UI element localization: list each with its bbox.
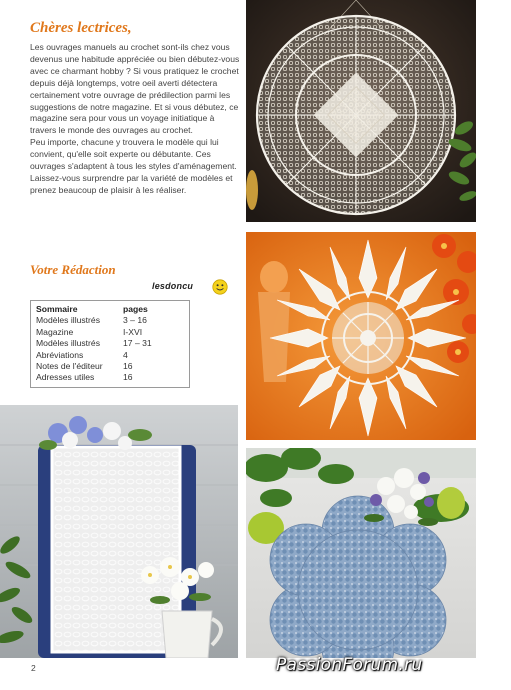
smiley-face-icon [212, 279, 228, 295]
table-of-contents [30, 300, 190, 388]
intro-paragraph: Peu importe, chacune y trouvera le modèle qui lui convient, qu'elle soit experte ou débutante. Ces ouvrages s'adaptent à tous les styles d'aménagement. [30, 137, 237, 172]
toc-row-pages: 4 [123, 349, 128, 360]
photo-round-doily [246, 0, 476, 222]
toc-header-row [36, 304, 184, 315]
intro-paragraph: Laissez-vous surprendre par la variété de modèles et prenez beaucoup de plaisir à les réaliser. [30, 172, 233, 195]
toc-row-pages: 17 – 31 [123, 338, 152, 349]
photo-blue-doily [246, 448, 476, 658]
toc-row-pages: I-XVI [123, 326, 143, 337]
toc-row [36, 361, 184, 372]
page-number: 2 [31, 663, 36, 673]
toc-row-pages: 3 – 16 [123, 315, 147, 326]
toc-row-label: Modèles illustrés [36, 338, 100, 349]
toc-row-label: Modèles illustrés [36, 315, 100, 326]
toc-row [36, 350, 184, 361]
uploader-stamp: lesdoncu [152, 281, 194, 291]
toc-row-label: Abréviations [36, 349, 84, 360]
photo-star-doily [246, 232, 476, 440]
watermark: PassionForum.ru [276, 655, 423, 675]
toc-row-label: Adresses utiles [36, 372, 95, 383]
intro-paragraph: Les ouvrages manuels au crochet sont-ils chez vous devenus une habitude appréciée ou bien débutez-vous avec ce charmant hobby ? Si vous pratiquez le crochet depuis déjà longtemps, votre oeil averti détectera certainement votre ouvrage de prédilection parmi les suggestions de notre magazine. Et si vous débutez, ce magazine sera pour vous un voyage initiatique à travers le monde des ouvrages au crochet. [30, 42, 240, 136]
intro-text [30, 42, 242, 197]
photo-table-runner [0, 405, 238, 658]
toc-row [36, 315, 184, 326]
toc-row-label: Magazine [36, 326, 74, 337]
toc-header-pages: pages [123, 304, 148, 314]
toc-row [36, 372, 184, 383]
toc-row-label: Notes de l'éditeur [36, 360, 103, 371]
toc-row [36, 327, 184, 338]
toc-row-pages: 16 [123, 372, 133, 383]
page-heading: Chères lectrices, [30, 20, 132, 36]
editorial-signature: Votre Rédaction [30, 262, 116, 277]
toc-header-label: Sommaire [36, 304, 78, 314]
toc-row-pages: 16 [123, 360, 133, 371]
toc-row [36, 338, 184, 349]
